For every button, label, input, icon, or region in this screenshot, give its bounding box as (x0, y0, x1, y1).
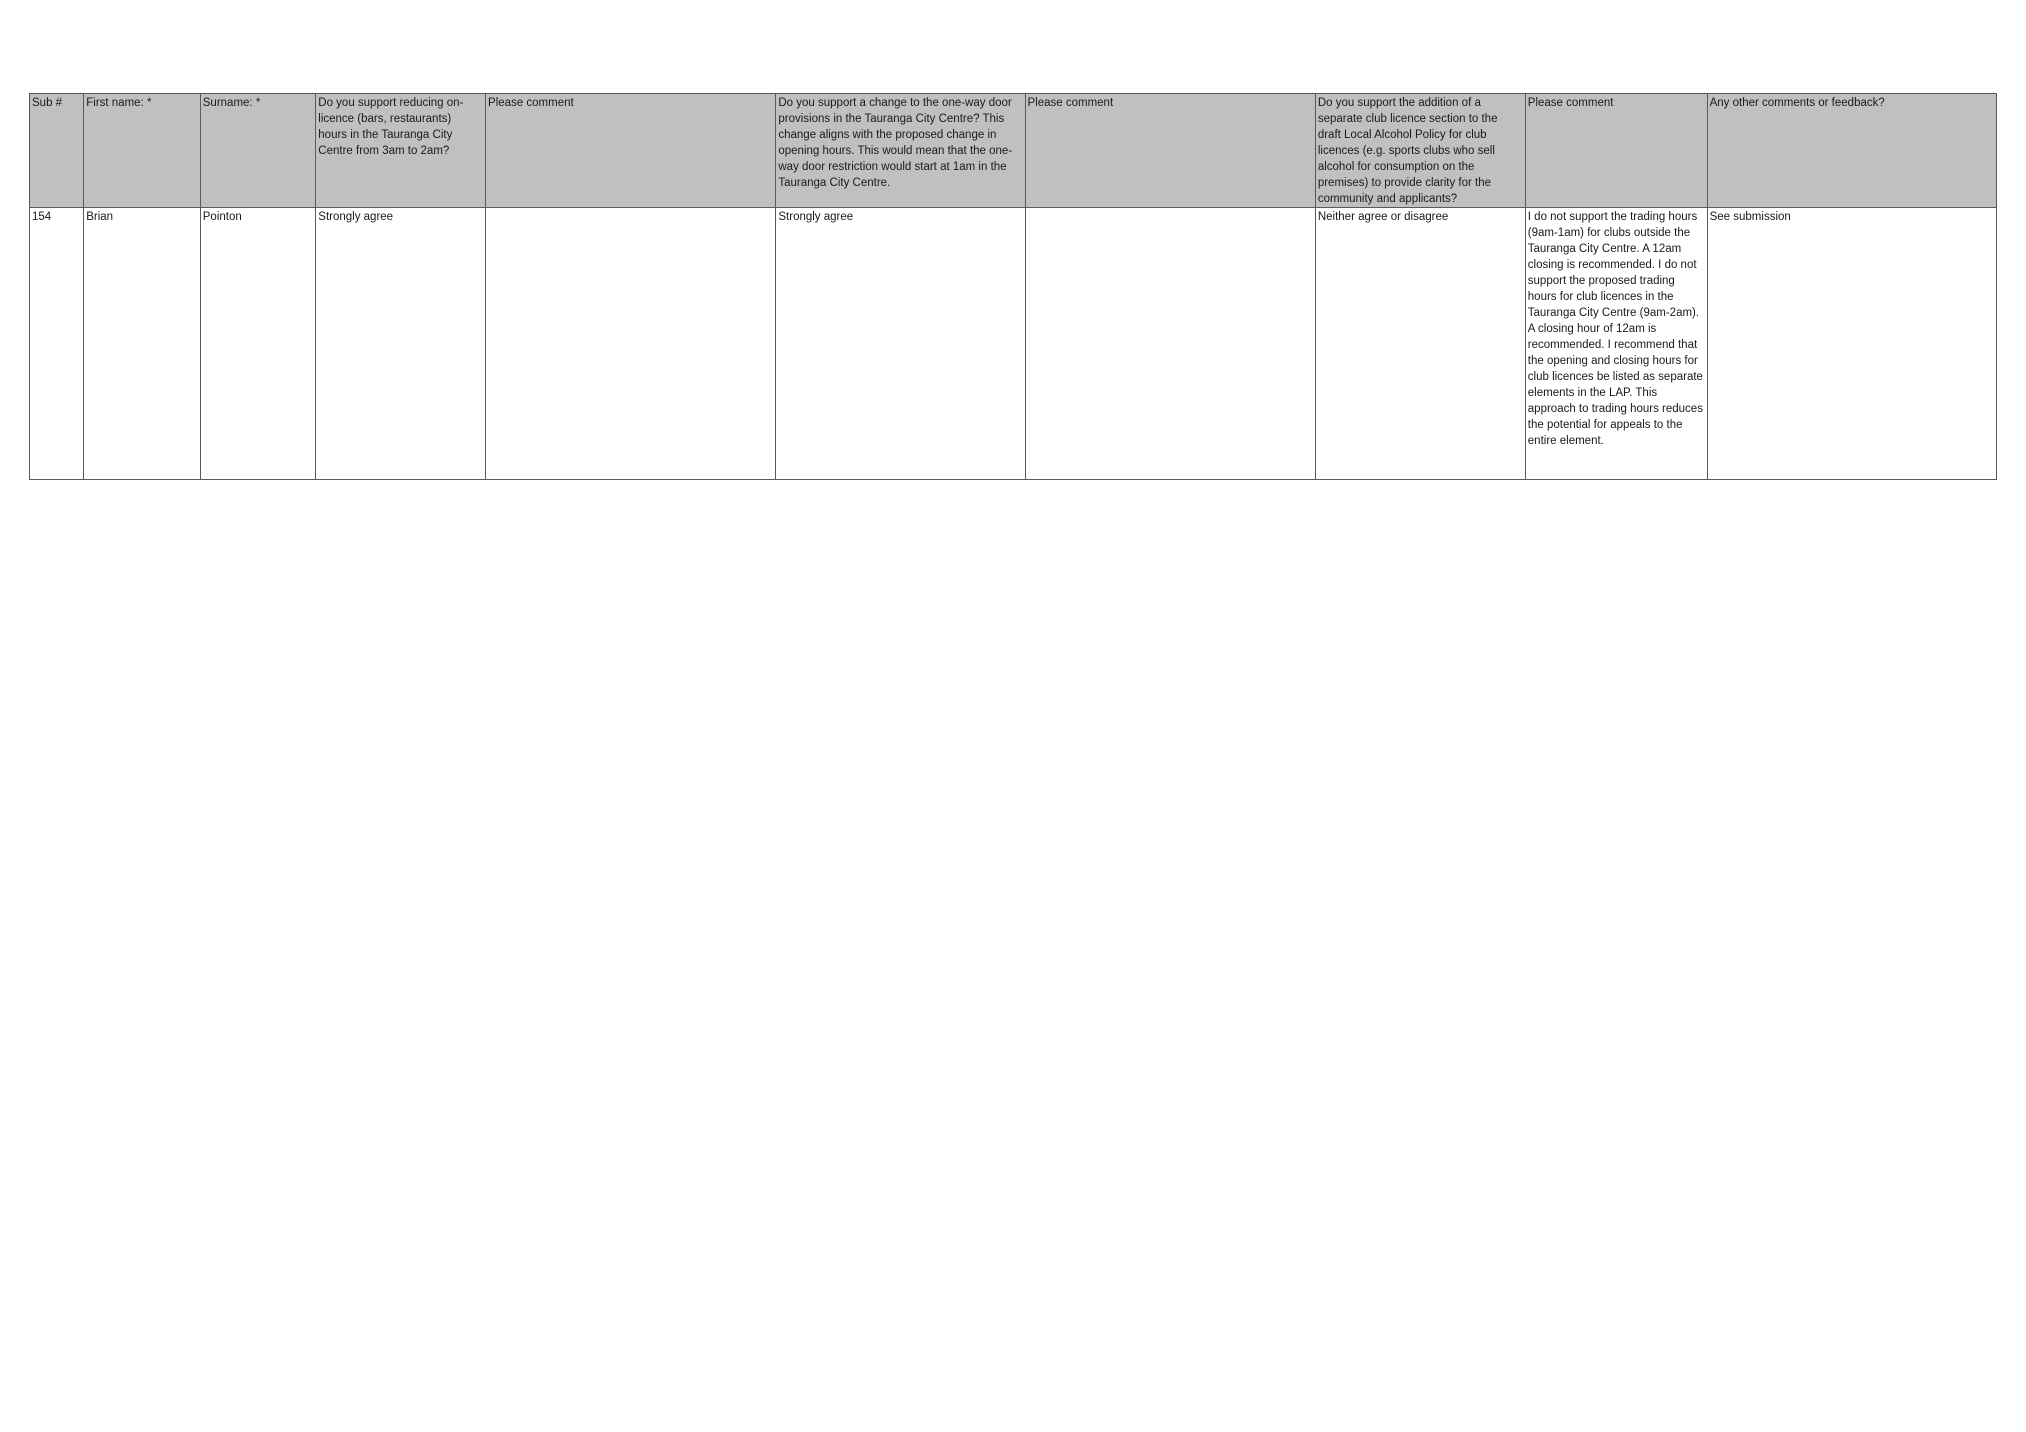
cell-q2-comment (1025, 208, 1315, 480)
header-other-feedback: Any other comments or feedback? (1707, 94, 1996, 208)
cell-other-feedback: See submission (1707, 208, 1996, 480)
header-q2-comment: Please comment (1025, 94, 1315, 208)
header-q1-reduce-hours: Do you support reducing on-licence (bars, restaurants) hours in the Tauranga City Centre from 3am to 2am? (316, 94, 486, 208)
header-q3-club-licence: Do you support the addition of a separate club licence section to the draft Local Alcohol Policy for club licences (e.g. sports clubs who sell alcohol for consumption on the premises) to provide clarity for the community and applicants? (1315, 94, 1525, 208)
table-header-row (30, 94, 1997, 208)
table-row (30, 208, 1997, 480)
cell-q1-answer: Strongly agree (316, 208, 486, 480)
cell-surname: Pointon (200, 208, 316, 480)
cell-q3-answer: Neither agree or disagree (1315, 208, 1525, 480)
cell-q2-answer: Strongly agree (776, 208, 1025, 480)
header-q2-one-way-door: Do you support a change to the one-way door provisions in the Tauranga City Centre? This change aligns with the proposed change in opening hours. This would mean that the one-way door restriction would start at 1am in the Tauranga City Centre. (776, 94, 1025, 208)
submissions-table (29, 93, 1997, 480)
header-q3-comment: Please comment (1525, 94, 1707, 208)
cell-sub-number: 154 (30, 208, 84, 480)
submissions-sheet (29, 93, 1997, 480)
cell-q3-comment: I do not support the trading hours (9am-1am) for clubs outside the Tauranga City Centre. A 12am closing is recommended. I do not support the proposed trading hours for club licences in the Tauranga City Centre (9am-2am). A closing hour of 12am is recommended. I recommend that the opening and closing hours for club licences be listed as separate elements in the LAP. This approach to trading hours reduces the potential for appeals to the entire element. (1525, 208, 1707, 480)
cell-first-name: Brian (84, 208, 201, 480)
cell-q1-comment (486, 208, 776, 480)
header-sub-number: Sub # (30, 94, 84, 208)
header-first-name: First name: * (84, 94, 201, 208)
header-surname: Surname: * (200, 94, 316, 208)
header-q1-comment: Please comment (486, 94, 776, 208)
